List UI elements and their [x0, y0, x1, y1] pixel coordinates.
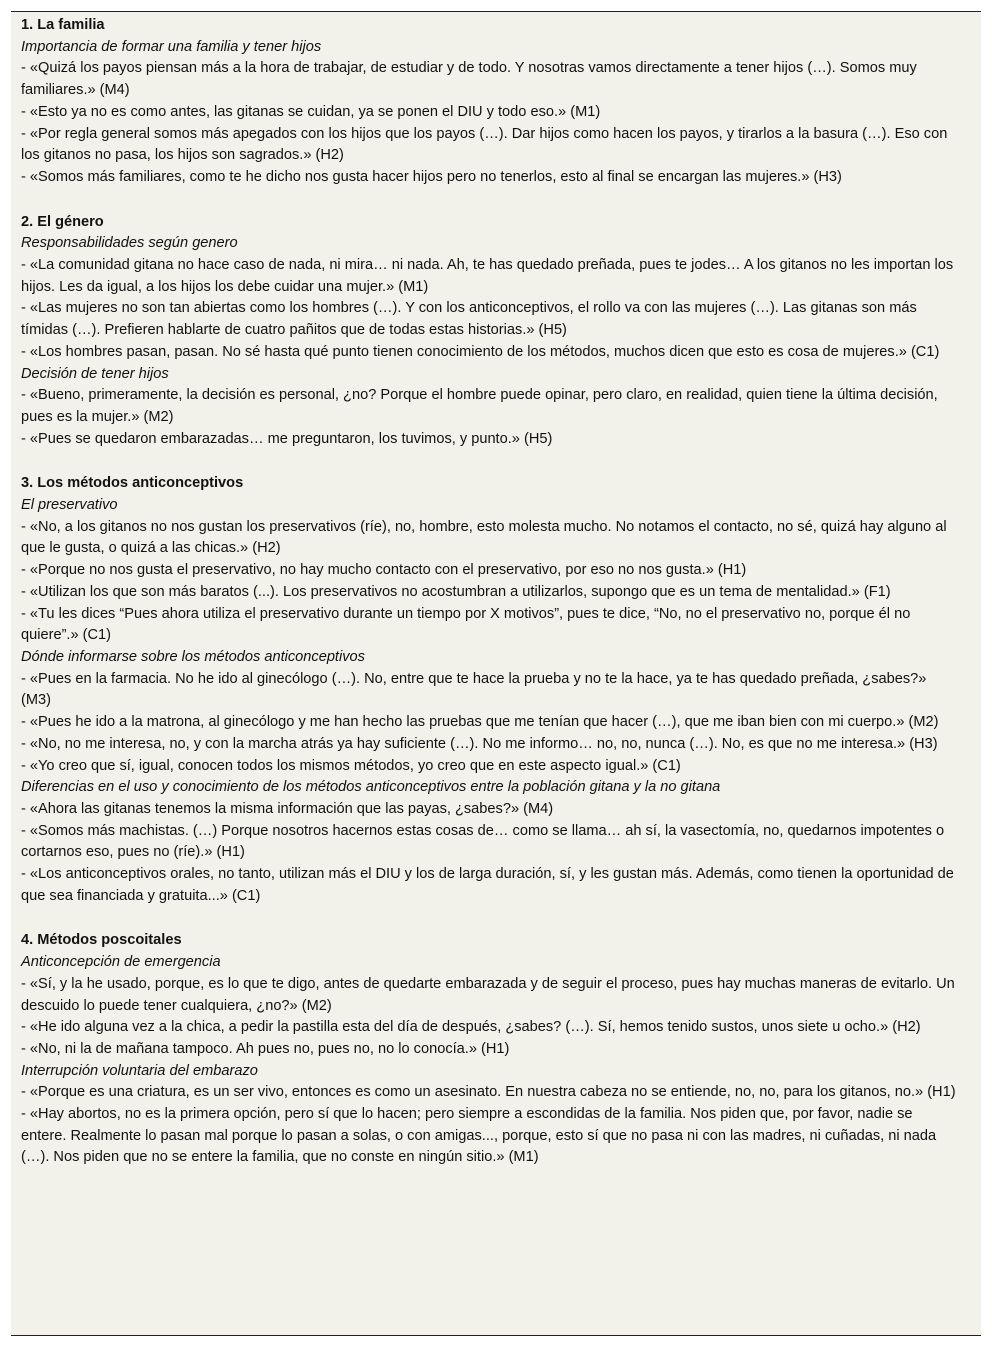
quote-item: - «Por regla general somos más apegados con los hijos que los payos (…). Dar hijos como hacen los payos, y tirarlos a la basura (…). Eso con los gitanos no pasa, los hijos son sagrados.» (H2) [21, 125, 948, 164]
quote-item: - «Pues he ido a la matrona, al ginecólogo y me han hecho las pruebas que me tenían que hacer (…), que me iban bien con mi cuerpo.» (M2) [21, 714, 939, 731]
quote-item: - «No, ni la de mañana tampoco. Ah pues no, pues no, no lo conocía.» (H1) [21, 1040, 510, 1057]
subsection-title: Anticoncepción de emergencia [21, 954, 221, 971]
section-title: 2. El género [21, 213, 104, 230]
quote-item: - «Las mujeres no son tan abiertas como los hombres (…). Y con los anticonceptivos, el rollo va con las mujeres (…). Las gitanas son más tímidas (…). Prefieren hablarte de cuatro pañitos que de todas estas historias.» (H5) [21, 300, 917, 339]
quote-item: - «Los anticonceptivos orales, no tanto, utilizan más el DIU y los de larga duración, sí, y les gustan más. Además, como tienen la oportunidad de que sea financiada y gratuita...» (C1) [21, 866, 954, 904]
section-title: 1. La familia [21, 17, 105, 33]
quote-item: - «He ido alguna vez a la chica, a pedir la pastilla esta del día de después, ¿sabes? (…). Sí, hemos tenido sustos, unos siete u ocho.» (H2) [21, 1019, 921, 1036]
quote-item: - «Pues se quedaron embarazadas… me preguntaron, los tuvimos, y punto.» (H5) [21, 430, 553, 447]
quote-item: - «Somos más machistas. (…) Porque nosotros hacernos estas cosas de… como se llama… ah sí, la vasectomía, no, quedarnos impotentes o cortarnos eso, pues no (ríe).» (H1) [21, 822, 945, 861]
section-3 [21, 473, 959, 907]
quote-item: - «Bueno, primeramente, la decisión es personal, ¿no? Porque el hombre puede opinar, pero claro, en realidad, quien tiene la última decisión, pues es la mujer.» (M2) [21, 387, 938, 425]
subsection-title: Diferencias en el uso y conocimiento de los métodos anticonceptivos entre la población gitana y la no gitana [21, 779, 721, 796]
section-4 [21, 930, 959, 1169]
quote-item: - «Somos más familiares, como te he dicho nos gusta hacer hijos pero no tenerlos, esto al final se encargan las mujeres.» (H3) [21, 168, 842, 185]
section-title: 3. Los métodos anticonceptivos [21, 475, 244, 492]
subsection-title: Dónde informarse sobre los métodos anticonceptivos [21, 648, 365, 665]
quote-item: - «Ahora las gitanas tenemos la misma información que las payas, ¿sabes?» (M4) [21, 800, 554, 817]
quote-item: - «Utilizan los que son más baratos (...). Los preservativos no acostumbran a utilizarlos, supongo que es un tema de mentalidad.» (F1) [21, 583, 891, 600]
quote-item: - «Esto ya no es como antes, las gitanas se cuidan, ya se ponen el DIU y todo eso.» (M1) [21, 103, 601, 120]
subsection-title: El preservativo [21, 497, 118, 514]
quote-item: - «Porque no nos gusta el preservativo, no hay mucho contacto con el preservativo, por eso no nos gusta.» (H1) [21, 562, 747, 579]
table-content [11, 12, 981, 1169]
quotes-table [11, 11, 981, 1336]
quote-item: - «Quizá los payos piensan más a la hora de trabajar, de estudiar y de todo. Y nosotras vamos directamente a tener hijos (…). Somos muy familiares.» (M4) [21, 60, 917, 99]
quote-item: - «Yo creo que sí, igual, conocen todos los mismos métodos, yo creo que en este aspecto igual.» (C1) [21, 757, 681, 774]
quote-item: - «Los hombres pasan, pasan. No sé hasta qué punto tienen conocimiento de los métodos, muchos dicen que esto es cosa de mujeres.» (C1) [21, 343, 940, 360]
quote-item: - «Pues en la farmacia. No he ido al ginecólogo (…). No, entre que te hace la prueba y no te la hace, ya te has quedado preñada, ¿sabes?» (M3) [21, 670, 927, 709]
quote-item: - «Sí, y la he usado, porque, es lo que te digo, antes de quedarte embarazada y de seguir el proceso, pues hay muchas maneras de evitarlo. Un descuido lo puede tener cualquiera, ¿no?» (M2) [21, 975, 955, 1014]
quote-item: - «No, no me interesa, no, y con la marcha atrás ya hay suficiente (…). No me informo… no, no, nunca (…). No, es que no me interesa.» (H3) [21, 735, 938, 752]
quote-item: - «La comunidad gitana no hace caso de nada, ni mira… ni nada. Ah, te has quedado preñada, pues te jodes… A los gitanos no les importan los hijos. Les da igual, a los hijos los debe cuidar una mujer.» (M1) [21, 257, 954, 295]
quote-item: - «Hay abortos, no es la primera opción, pero sí que lo hacen; pero siempre a escondidas de la familia. Nos piden que, por favor, nadie se entere. Realmente lo pasan mal porque lo pasan a solas, o con amigas..., porque, esto sí que no pasa ni con las madres, ni cuñadas, ni nada (…). Nos piden que no se entere la familia, que no conste en ningún sitio.» (M1) [21, 1106, 937, 1166]
quote-item: - «Tu les dices “Pues ahora utiliza el preservativo durante un tiempo por X motivos”, pues te dice, “No, no el preservativo no, porque él no quiere”.» (C1) [21, 605, 911, 644]
section-2 [21, 212, 959, 451]
section-1 [21, 15, 959, 189]
subsection-title: Decisión de tener hijos [21, 365, 169, 382]
section-title: 4. Métodos poscoitales [21, 932, 182, 949]
subsection-title: Interrupción voluntaria del embarazo [21, 1062, 258, 1079]
subsection-title: Responsabilidades según genero [21, 235, 238, 252]
quote-item: - «Porque es una criatura, es un ser vivo, entonces es como un asesinato. En nuestra cabeza no se entiende, no, no, para los gitanos, no.» (H1) [21, 1084, 956, 1101]
subsection-title: Importancia de formar una familia y tener hijos [21, 38, 322, 55]
quote-item: - «No, a los gitanos no nos gustan los preservativos (ríe), no, hombre, esto molesta mucho. No notamos el contacto, no sé, quizá hay alguno al que le gusta, o quizá a las chicas.» (H2) [21, 518, 947, 557]
